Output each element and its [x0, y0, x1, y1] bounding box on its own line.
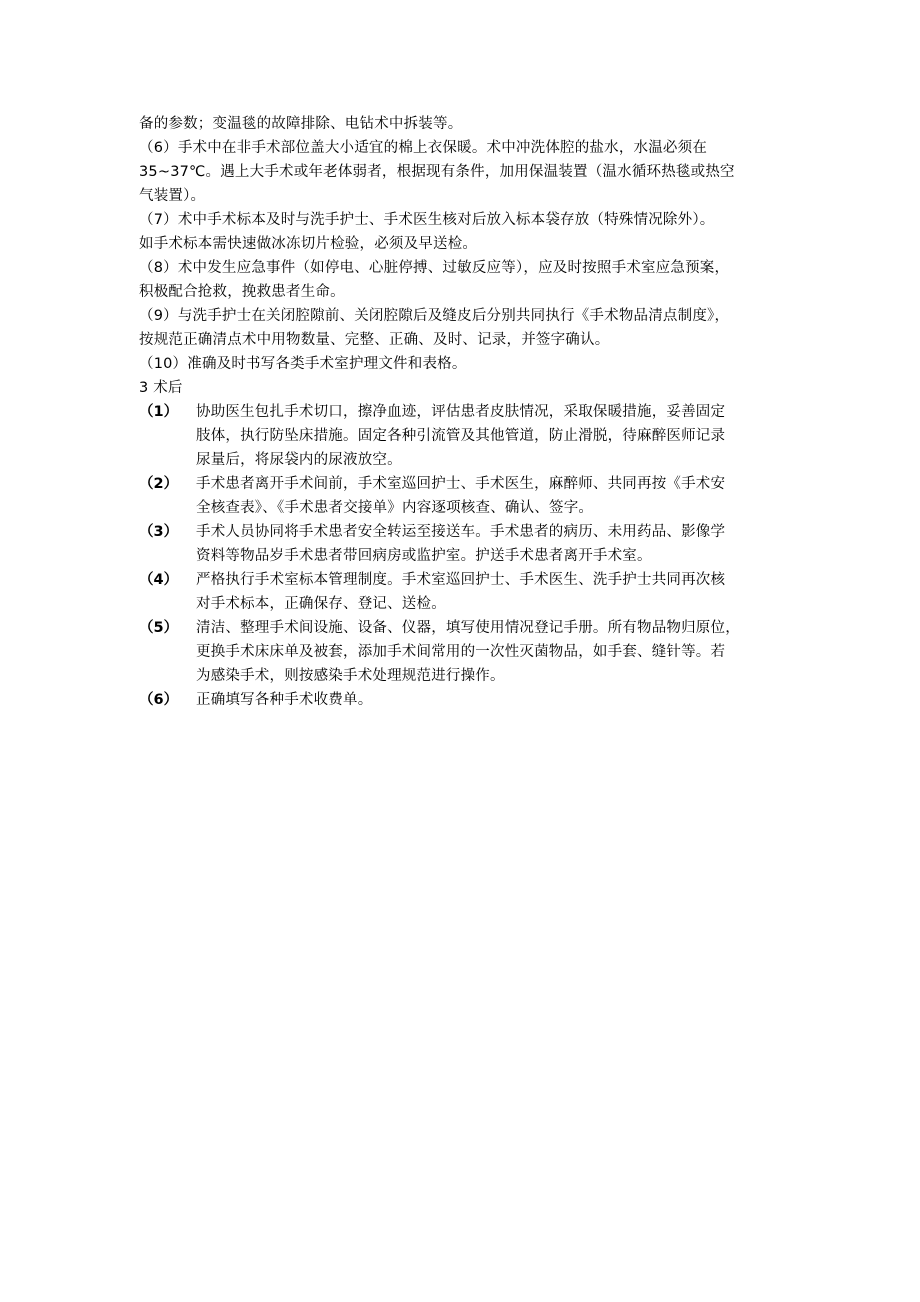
intro-line: 备的参数；变温毯的故障排除、电钻术中拆装等。: [139, 116, 463, 132]
item-line: 资料等物品岁手术患者带回病房或监护室。护送手术患者离开手术室。: [196, 548, 652, 564]
document-body: [139, 112, 787, 712]
intro-line: 如手术标本需快速做冰冻切片检验，必须及早送检。: [139, 236, 478, 252]
intro-line: 按规范正确清点术中用物数量、完整、正确、及时、记录，并签字确认。: [139, 332, 610, 348]
item-number: （6）: [139, 692, 179, 708]
item-line: 协助医生包扎手术切口，擦净血迹，评估患者皮肤情况，采取保暖措施，妥善固定: [196, 404, 726, 420]
item-line: 肢体，执行防坠床措施。固定各种引流管及其他管道，防止滑脱，待麻醉医师记录: [196, 428, 726, 444]
intro-line: （9）与洗手护士在关闭腔隙前、关闭腔隙后及缝皮后分别共同执行《手术物品清点制度》，: [139, 308, 730, 324]
intro-line: （6）手术中在非手术部位盖大小适宜的棉上衣保暖。术中冲洗体腔的盐水，水温必须在: [139, 140, 708, 156]
intro-line: 积极配合抢救，挽救患者生命。: [139, 284, 345, 300]
item-text: [196, 520, 787, 568]
intro-line: 气装置）。: [139, 188, 206, 204]
item-text: [196, 400, 787, 472]
item-line: 严格执行手术室标本管理制度。手术室巡回护士、手术医生、洗手护士共同再次核: [196, 572, 726, 588]
intro-line: （7）术中手术标本及时与洗手护士、手术医生核对后放入标本袋存放（特殊情况除外）。: [139, 212, 715, 228]
intro-line: （10）准确及时书写各类手术室护理文件和表格。: [139, 356, 467, 372]
post-op-list: [139, 400, 787, 712]
intro-line: （8）术中发生应急事件（如停电、心脏停搏、过敏反应等），应及时按照手术室应急预案，: [139, 260, 730, 276]
item-line: 手术人员协同将手术患者安全转运至接送车。手术患者的病历、未用药品、影像学: [196, 524, 726, 540]
list-item: [139, 400, 787, 472]
item-text: [196, 472, 787, 520]
item-text: [196, 688, 787, 712]
list-item: [139, 688, 787, 712]
list-item: [139, 472, 787, 520]
list-item: [139, 568, 787, 616]
item-number: （3）: [139, 524, 179, 540]
item-number: （5）: [139, 620, 179, 636]
list-item: [139, 616, 787, 688]
intro-line: 35~37℃。遇上大手术或年老体弱者，根据现有条件，加用保温装置（温水循环热毯或热空: [139, 164, 735, 180]
item-text: [196, 568, 787, 616]
item-number: （4）: [139, 572, 179, 588]
list-item: [139, 520, 787, 568]
item-line: 对手术标本，正确保存、登记、送检。: [196, 596, 446, 612]
item-line: 更换手术床床单及被套，添加手术间常用的一次性灭菌物品，如手套、缝针等。若: [196, 644, 726, 660]
item-line: 全核查表》、《手术患者交接单》内容逐项核查、确认、签字。: [196, 500, 594, 516]
item-line: 手术患者离开手术间前，手术室巡回护士、手术医生，麻醉师、共同再按《手术安: [196, 476, 726, 492]
item-number: （1）: [139, 404, 179, 420]
item-line: 正确填写各种手术收费单。: [196, 692, 373, 708]
item-line: 为感染手术，则按感染手术处理规范进行操作。: [196, 668, 505, 684]
item-number: （2）: [139, 476, 179, 492]
section-heading: 3 术后: [139, 380, 183, 396]
item-text: [196, 616, 787, 688]
intro-section: [139, 112, 787, 376]
item-line: 尿量后，将尿袋内的尿液放空。: [196, 452, 402, 468]
item-line: 清洁、整理手术间设施、设备、仪器，填写使用情况登记手册。所有物品物归原位，: [196, 620, 740, 636]
